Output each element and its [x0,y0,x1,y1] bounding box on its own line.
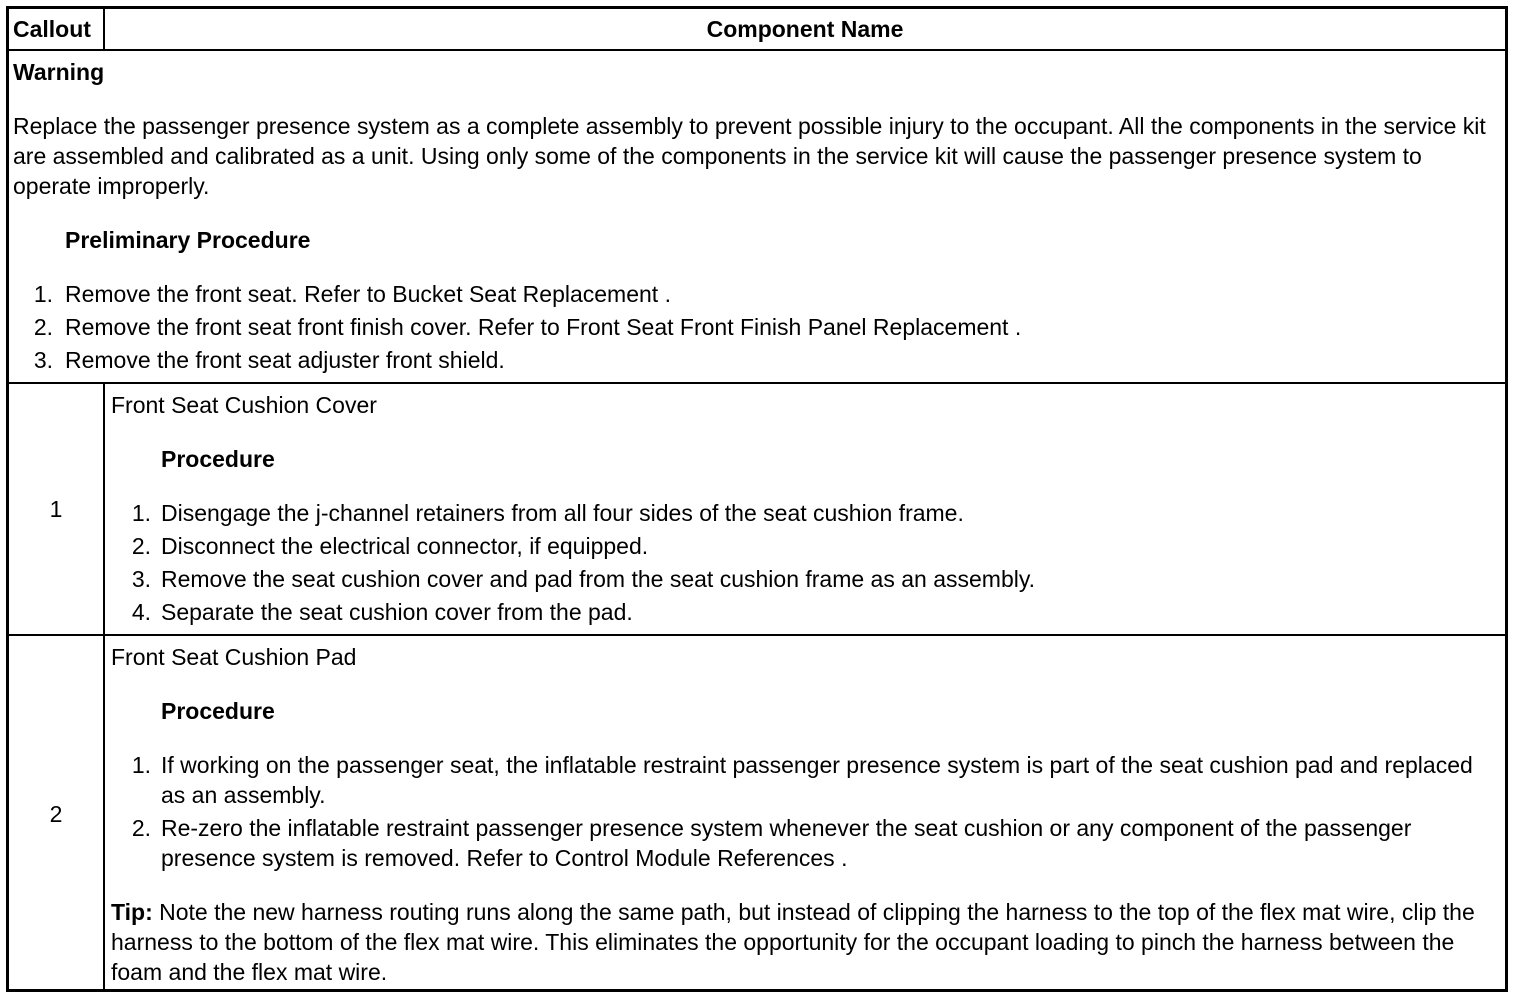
component-name-column-header: Component Name [104,9,1505,50]
procedure-table-frame [6,6,1508,992]
procedure-table [9,9,1505,991]
step-number: 1. [131,752,151,778]
callout-number: 2 [9,635,104,991]
list-item [13,345,1499,375]
step-text: Re-zero the inflatable restraint passenger presence system whenever the seat cushion or any component of the passenger presence system is removed. Refer to Control Module References . [161,815,1412,871]
tip-label: Tip: [111,899,153,925]
list-item [111,498,1499,528]
step-number: 1. [131,500,151,526]
component-cell [104,383,1505,635]
list-item [111,531,1499,561]
step-number: 2. [131,533,151,559]
step-number: 2. [33,314,53,340]
step-text: Remove the front seat front finish cover. Refer to Front Seat Front Finish Panel Replacement . [65,314,1022,340]
procedure-steps-list [111,498,1499,627]
step-text: Separate the seat cushion cover from the pad. [161,599,633,625]
list-item [111,597,1499,627]
procedure-title: Procedure [161,698,275,724]
step-text: Disengage the j-channel retainers from all four sides of the seat cushion frame. [161,500,964,526]
step-text: If working on the passenger seat, the inflatable restraint passenger presence system is part of the seat cushion pad and replaced as an assembly. [161,752,1473,808]
warning-row [9,50,1505,383]
step-number: 3. [131,566,151,592]
step-number: 1. [33,281,53,307]
callout-column-header: Callout [9,9,104,50]
warning-text: Replace the passenger presence system as a complete assembly to prevent possible injury to the occupant. All the components in the service kit are assembled and calibrated as a unit. Using only some of the components in the service kit will cause the passenger presence system to operate improperly. [13,113,1486,199]
step-text: Remove the front seat. Refer to Bucket Seat Replacement . [65,281,671,307]
component-title: Front Seat Cushion Pad [111,644,357,670]
preliminary-procedure-title: Preliminary Procedure [65,227,311,253]
component-cell [104,635,1505,991]
table-row [9,383,1505,635]
step-text: Remove the front seat adjuster front shield. [65,347,505,373]
step-number: 3. [33,347,53,373]
list-item [13,312,1499,342]
list-item [13,279,1499,309]
preliminary-steps-list [13,279,1499,375]
list-item [111,813,1499,873]
step-number: 4. [131,599,151,625]
callout-number: 1 [9,383,104,635]
step-text: Disconnect the electrical connector, if equipped. [161,533,649,559]
procedure-title: Procedure [161,446,275,472]
step-text: Remove the seat cushion cover and pad from the seat cushion frame as an assembly. [161,566,1036,592]
warning-cell [9,50,1505,383]
table-header-row [9,9,1505,50]
table-row [9,635,1505,991]
warning-title: Warning [13,59,105,85]
procedure-steps-list [111,750,1499,873]
tip-note [111,897,1499,987]
list-item [111,750,1499,810]
component-title: Front Seat Cushion Cover [111,392,377,418]
step-number: 2. [131,815,151,841]
list-item [111,564,1499,594]
tip-text: Note the new harness routing runs along the same path, but instead of clipping the harness to the top of the flex mat wire, clip the harness to the bottom of the flex mat wire. This eliminates the opportunity for the occupant loading to pinch the harness between the foam and the flex mat wire. [111,899,1475,985]
